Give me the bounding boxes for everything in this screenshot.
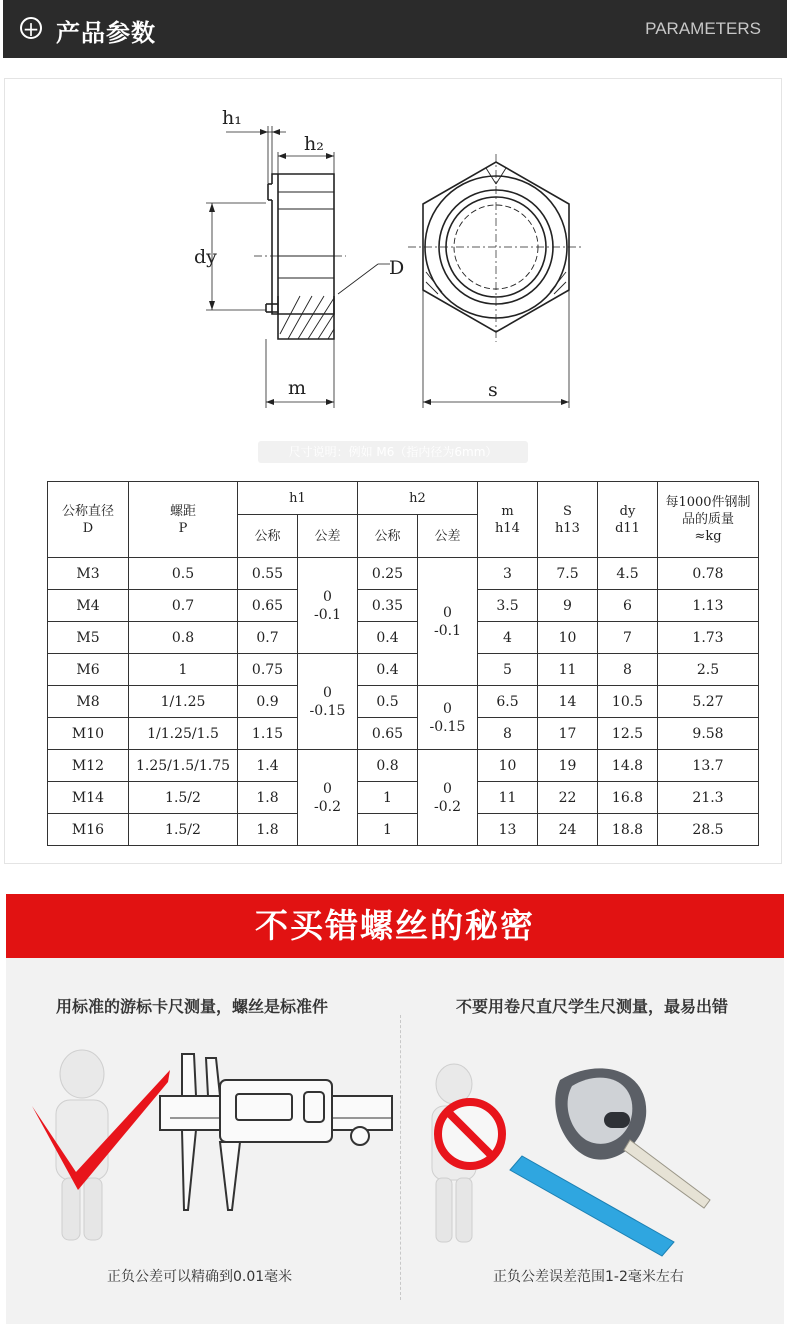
table-row <box>48 558 759 590</box>
cell-kg: 21.3 <box>658 782 759 814</box>
cell-h1: 1.8 <box>238 814 298 846</box>
section-subtitle: PARAMETERS <box>645 19 761 38</box>
label-h2: h₂ <box>304 133 324 155</box>
cell-d: M12 <box>48 750 129 782</box>
cell-kg: 2.5 <box>658 654 759 686</box>
cell-s: 7.5 <box>538 558 598 590</box>
section-title: 产品参数 <box>56 19 156 47</box>
cell-m: 4 <box>478 622 538 654</box>
cell-dy: 14.8 <box>598 750 658 782</box>
left-caption: 用标准的游标卡尺测量，螺丝是标准件 <box>56 997 329 1016</box>
cell-m: 11 <box>478 782 538 814</box>
cell-kg: 0.78 <box>658 558 759 590</box>
cell-h2: 0.8 <box>358 750 418 782</box>
plus-circle-icon: + <box>20 17 42 39</box>
cell-h2: 0.4 <box>358 622 418 654</box>
cell-h2: 0.35 <box>358 590 418 622</box>
cell-s: 24 <box>538 814 598 846</box>
table-row <box>48 590 759 622</box>
th-m: m h14 <box>478 482 538 558</box>
cell-p: 1.5/2 <box>129 814 238 846</box>
person-figure-left <box>56 1050 108 1240</box>
spec-table <box>47 481 759 846</box>
cell-m: 3.5 <box>478 590 538 622</box>
table-row <box>48 622 759 654</box>
cell-kg: 13.7 <box>658 750 759 782</box>
cell-h1: 1.15 <box>238 718 298 750</box>
cell-p: 1/1.25/1.5 <box>129 718 238 750</box>
tape-ruler-illustration <box>410 1060 730 1260</box>
prohibition-icon <box>438 1102 502 1166</box>
cell-dy: 8 <box>598 654 658 686</box>
table-row <box>48 654 759 686</box>
cell-h1: 0.7 <box>238 622 298 654</box>
cell-p: 0.8 <box>129 622 238 654</box>
cell-dy: 12.5 <box>598 718 658 750</box>
th-h2-tolerance: 公差 <box>418 515 478 558</box>
th-pitch: 螺距 P <box>129 482 238 558</box>
cell-m: 10 <box>478 750 538 782</box>
tape-measure-icon <box>555 1068 710 1208</box>
cell-h2-tol: 0 -0.1 <box>418 558 478 686</box>
banner-title: 不买错螺丝的秘密 <box>255 906 535 945</box>
cell-s: 9 <box>538 590 598 622</box>
cell-s: 17 <box>538 718 598 750</box>
cell-h1: 0.9 <box>238 686 298 718</box>
th-dy: dy d11 <box>598 482 658 558</box>
table-row <box>48 814 759 846</box>
cell-dy: 7 <box>598 622 658 654</box>
cell-h1: 0.65 <box>238 590 298 622</box>
th-s: S h13 <box>538 482 598 558</box>
cell-p: 1 <box>129 654 238 686</box>
cell-kg: 1.73 <box>658 622 759 654</box>
cell-h2: 1 <box>358 782 418 814</box>
label-dy: dy <box>194 246 217 268</box>
th-h2: h2 <box>358 482 478 515</box>
hex-nut-technical-drawing <box>186 96 606 426</box>
right-caption: 不要用卷尺直尺学生尺测量，最易出错 <box>456 997 729 1016</box>
th-h1-nominal: 公称 <box>238 515 298 558</box>
left-subcaption: 正负公差可以精确到0.01毫米 <box>107 1269 293 1285</box>
cell-h1: 0.75 <box>238 654 298 686</box>
cell-dy: 16.8 <box>598 782 658 814</box>
cell-m: 8 <box>478 718 538 750</box>
label-h1: h₁ <box>222 107 242 129</box>
cell-h2-tol: 0 -0.2 <box>418 750 478 846</box>
label-s: s <box>488 379 498 401</box>
cell-kg: 1.13 <box>658 590 759 622</box>
th-h1-tolerance: 公差 <box>298 515 358 558</box>
cell-d: M14 <box>48 782 129 814</box>
cell-h1-tol: 0 -0.2 <box>298 750 358 846</box>
vernier-caliper-icon <box>160 1054 392 1210</box>
cell-h2: 0.65 <box>358 718 418 750</box>
right-subcaption: 正负公差误差范围1-2毫米左右 <box>493 1269 684 1285</box>
th-mass: 每1000件钢制 品的质量 ≈kg <box>658 482 759 558</box>
th-h1: h1 <box>238 482 358 515</box>
cell-h2: 0.5 <box>358 686 418 718</box>
cell-h1: 0.55 <box>238 558 298 590</box>
cell-h1: 1.4 <box>238 750 298 782</box>
size-note: 尺寸说明：例如 M6（指内径为6mm） <box>258 441 528 463</box>
cell-dy: 4.5 <box>598 558 658 590</box>
cell-d: M6 <box>48 654 129 686</box>
cell-h1: 1.8 <box>238 782 298 814</box>
cell-dy: 6 <box>598 590 658 622</box>
table-row <box>48 686 759 718</box>
th-diameter: 公称直径 D <box>48 482 129 558</box>
cell-dy: 10.5 <box>598 686 658 718</box>
divider <box>400 1015 401 1300</box>
caliper-illustration <box>20 1040 400 1260</box>
cell-d: M3 <box>48 558 129 590</box>
cell-m: 3 <box>478 558 538 590</box>
cell-m: 6.5 <box>478 686 538 718</box>
cell-dy: 18.8 <box>598 814 658 846</box>
table-row <box>48 750 759 782</box>
section-header <box>3 0 787 58</box>
cell-p: 1/1.25 <box>129 686 238 718</box>
cell-s: 14 <box>538 686 598 718</box>
th-h2-nominal: 公称 <box>358 515 418 558</box>
cell-p: 0.7 <box>129 590 238 622</box>
cell-s: 22 <box>538 782 598 814</box>
cell-m: 5 <box>478 654 538 686</box>
cell-h2: 1 <box>358 814 418 846</box>
cell-h1-tol: 0 -0.1 <box>298 558 358 654</box>
cell-d: M5 <box>48 622 129 654</box>
cell-kg: 9.58 <box>658 718 759 750</box>
cell-h2-tol: 0 -0.15 <box>418 686 478 750</box>
cell-m: 13 <box>478 814 538 846</box>
cell-kg: 28.5 <box>658 814 759 846</box>
label-m: m <box>288 377 307 399</box>
banner <box>6 894 784 958</box>
cell-d: M10 <box>48 718 129 750</box>
cell-h2: 0.4 <box>358 654 418 686</box>
cell-h1-tol: 0 -0.15 <box>298 654 358 750</box>
cell-p: 0.5 <box>129 558 238 590</box>
table-row <box>48 718 759 750</box>
cell-d: M16 <box>48 814 129 846</box>
cell-s: 10 <box>538 622 598 654</box>
cell-s: 19 <box>538 750 598 782</box>
table-row <box>48 782 759 814</box>
cell-d: M4 <box>48 590 129 622</box>
cell-s: 11 <box>538 654 598 686</box>
cell-p: 1.25/1.5/1.75 <box>129 750 238 782</box>
cell-d: M8 <box>48 686 129 718</box>
ruler-icon <box>510 1156 674 1256</box>
cell-p: 1.5/2 <box>129 782 238 814</box>
label-D: D <box>389 257 405 279</box>
cell-kg: 5.27 <box>658 686 759 718</box>
cell-h2: 0.25 <box>358 558 418 590</box>
